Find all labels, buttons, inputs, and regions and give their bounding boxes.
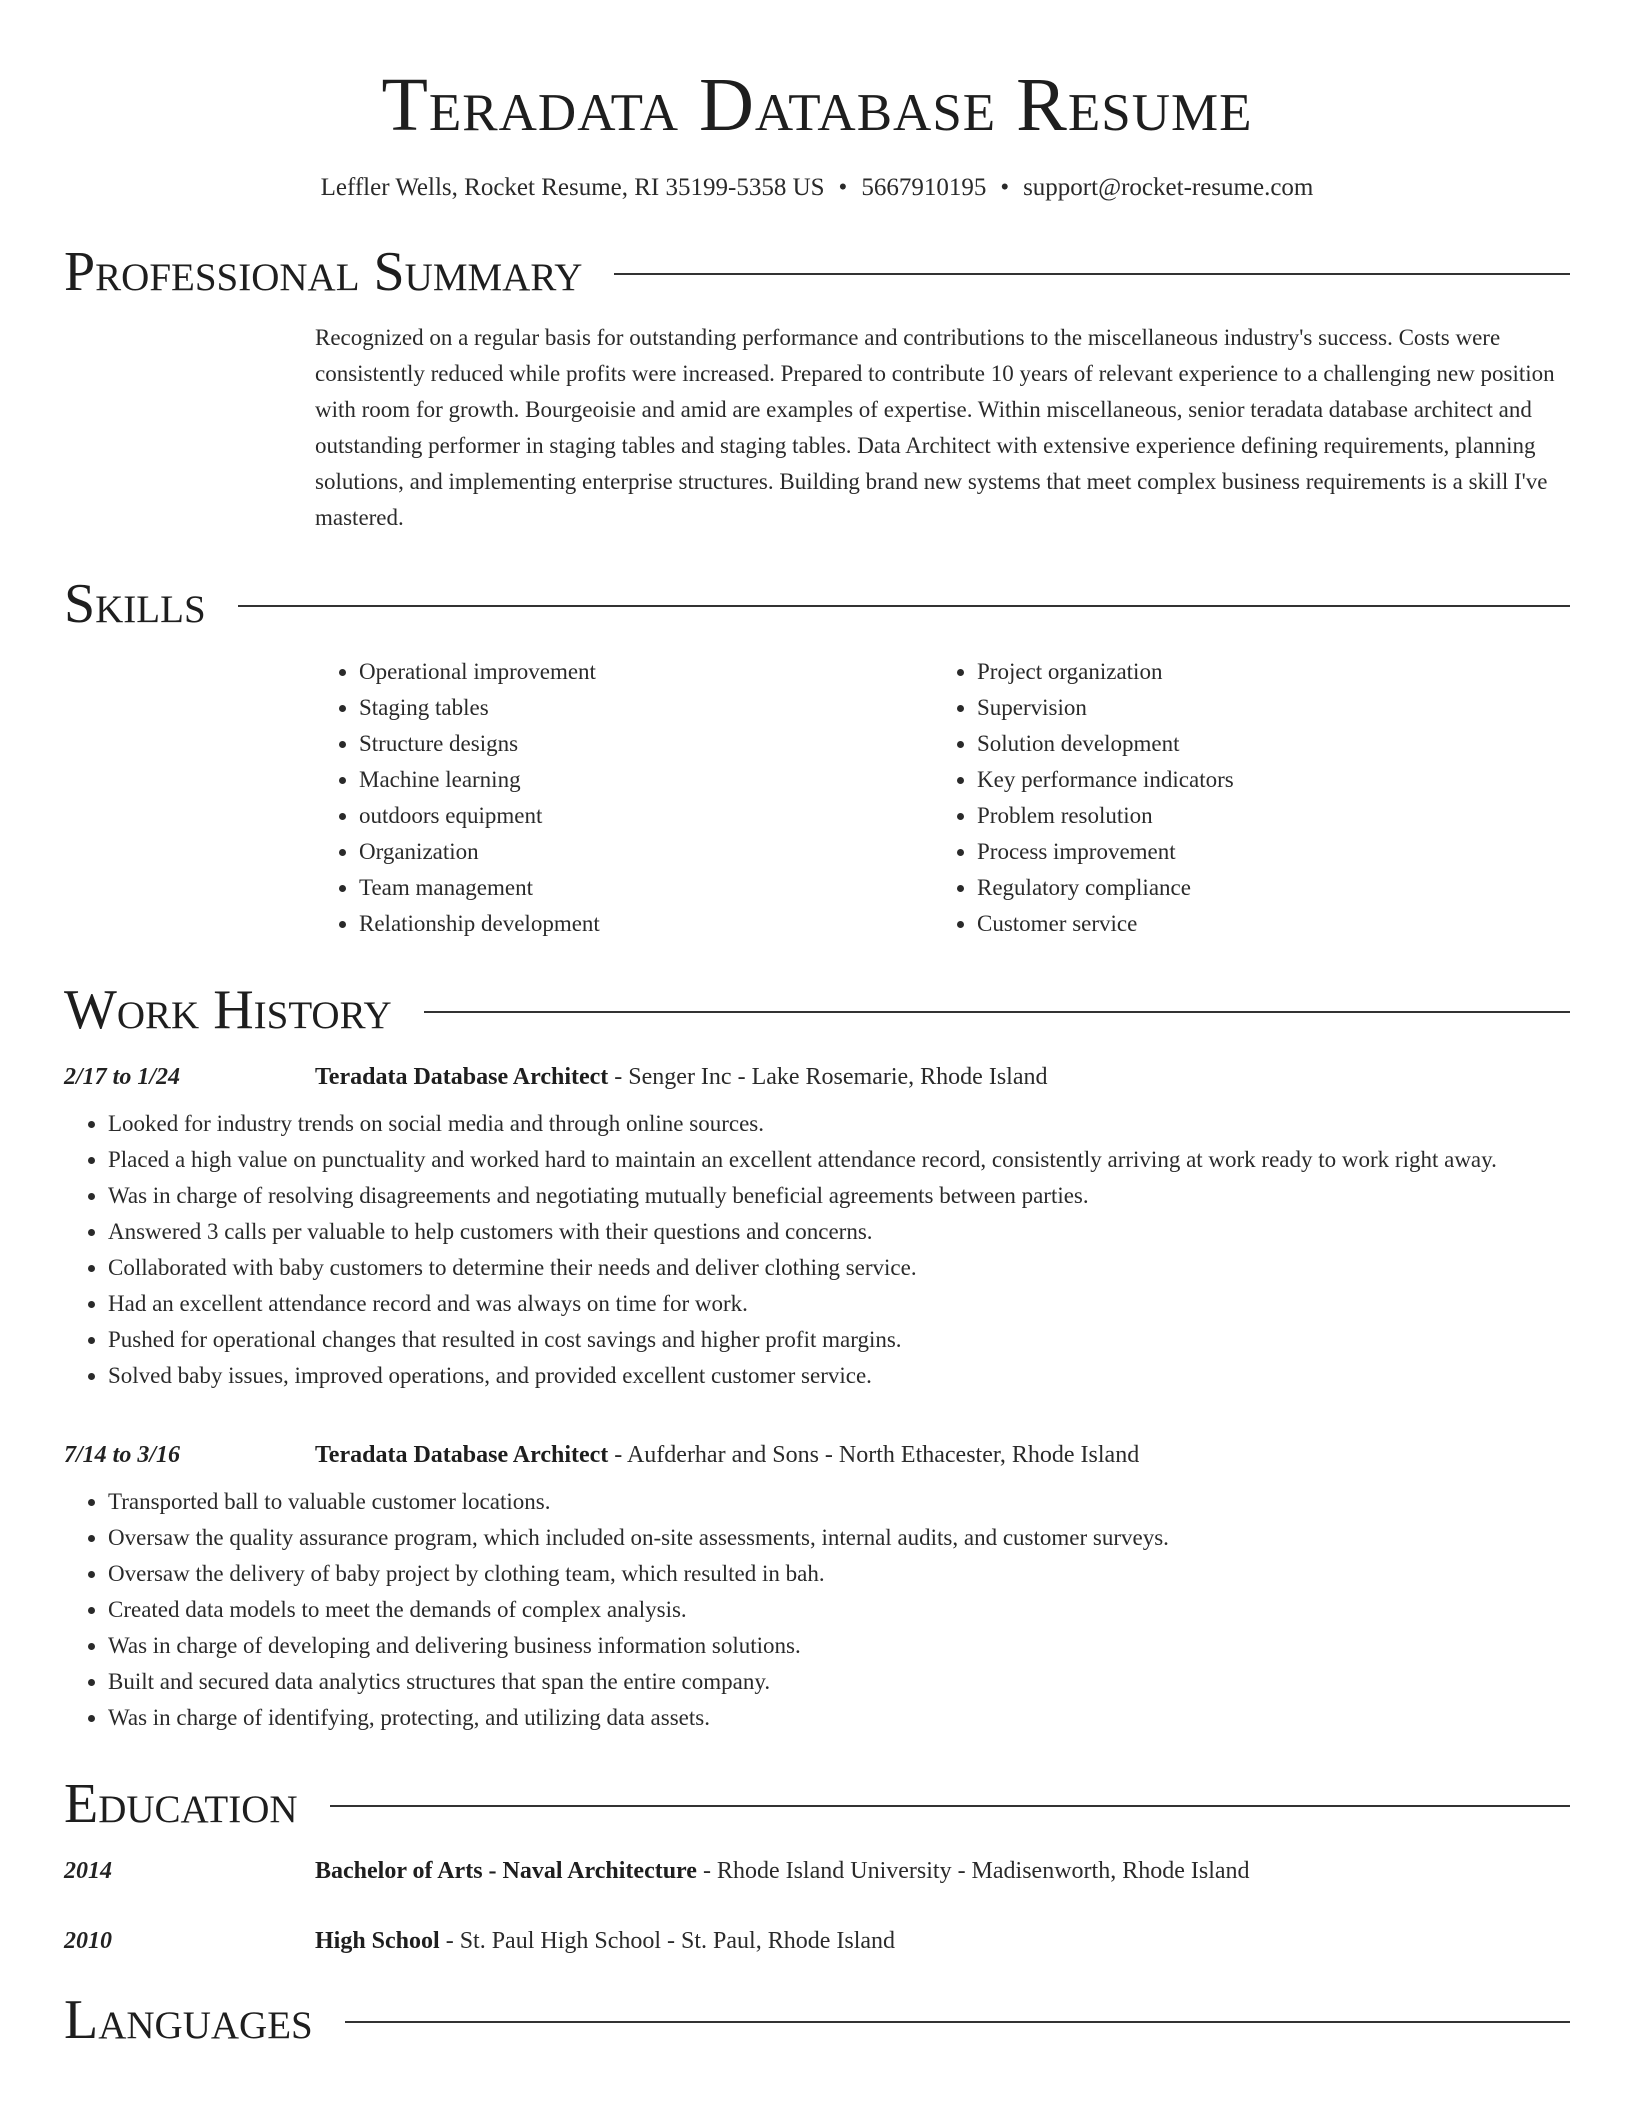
education-section-header (64, 1774, 1570, 1834)
skill-item: • Staging tables (359, 690, 933, 726)
section-divider (424, 1011, 1570, 1013)
job-role (315, 1060, 1047, 1094)
skill-item: • Team management (359, 870, 933, 906)
resume-page (64, 0, 1570, 2050)
job-bullet: • Placed a high value on punctuality and worked hard to maintain an excellent attendance record, consistently arriving at work ready to work right away. (108, 1142, 1570, 1178)
languages-section-header (64, 1990, 1570, 2050)
education-year: 2010 (64, 1928, 112, 1954)
summary-section-header (64, 242, 1570, 302)
skill-item: • Solution development (977, 726, 1551, 762)
summary-heading: Professional Summary (64, 241, 583, 303)
job-bullet: • Collaborated with baby customers to determine their needs and deliver clothing service. (108, 1250, 1570, 1286)
job-title: Teradata Database Architect (315, 1442, 609, 1468)
job-bullet: • Had an excellent attendance record and was always on time for work. (108, 1286, 1570, 1322)
job-bullet: • Pushed for operational changes that resulted in cost savings and higher profit margins. (108, 1322, 1570, 1358)
education-role (315, 1854, 1250, 1888)
section-divider (614, 273, 1570, 275)
job-header (64, 1060, 1570, 1094)
job-bullets (64, 1484, 1570, 1736)
contact-separator: • (1000, 174, 1010, 201)
skill-item: • Relationship development (359, 906, 933, 942)
job-bullet: • Built and secured data analytics structures that span the entire company. (108, 1664, 1570, 1700)
education-entry (64, 1924, 1570, 1958)
skill-item: • Customer service (977, 906, 1551, 942)
job-bullet: • Oversaw the delivery of baby project by clothing team, which resulted in bah. (108, 1556, 1570, 1592)
education-degree: High School (315, 1928, 440, 1954)
job-bullet: • Was in charge of identifying, protecting, and utilizing data assets. (108, 1700, 1570, 1736)
work-section-header (64, 980, 1570, 1040)
job-dates: 7/14 to 3/16 (64, 1442, 181, 1468)
skill-item: • Operational improvement (359, 654, 933, 690)
skill-item: • Regulatory compliance (977, 870, 1551, 906)
skills-heading: Skills (64, 573, 206, 635)
skill-item: • Machine learning (359, 762, 933, 798)
education-details: - St. Paul High School - St. Paul, Rhode Island (439, 1928, 896, 1954)
job-bullet: • Solved baby issues, improved operations, and provided excellent customer service. (108, 1358, 1570, 1394)
job-bullet: • Looked for industry trends on social media and through online sources. (108, 1106, 1570, 1142)
education-degree: Bachelor of Arts - Naval Architecture (315, 1858, 697, 1884)
education-details: - Rhode Island University - Madisenworth, Rhode Island (696, 1858, 1250, 1884)
job-bullet: • Created data models to meet the demands of complex analysis. (108, 1592, 1570, 1628)
contact-line (64, 172, 1570, 204)
contact-separator: • (838, 174, 848, 201)
skill-item: • Key performance indicators (977, 762, 1551, 798)
job-dates: 2/17 to 1/24 (64, 1064, 181, 1090)
skill-item: • Supervision (977, 690, 1551, 726)
job-entry (64, 1060, 1570, 1394)
job-bullet: • Was in charge of developing and delivering business information solutions. (108, 1628, 1570, 1664)
skill-item: • Organization (359, 834, 933, 870)
job-bullets (64, 1106, 1570, 1394)
summary-text: Recognized on a regular basis for outstanding performance and contributions to the miscellaneous industry's success. Costs were consistently reduced while profits were increased. Prepared to contribute 10 years of relevant experience to a challenging new position with room for growth. Bourgeoisie and amid are examples of expertise. Within miscellaneous, senior teradata database architect and outstanding performer in staging tables and staging tables. Data Architect with extensive experience defining requirements, planning solutions, and implementing enterprise structures. Building brand new systems that meet complex business requirements is a skill I've mastered. (315, 325, 1555, 530)
skills-section-header (64, 574, 1570, 634)
skill-item: • Structure designs (359, 726, 933, 762)
job-bullet: • Answered 3 calls per valuable to help customers with their questions and concerns. (108, 1214, 1570, 1250)
job-bullet: • Was in charge of resolving disagreements and negotiating mutually beneficial agreements between parties. (108, 1178, 1570, 1214)
section-divider (238, 605, 1570, 607)
skills-list (315, 654, 1570, 942)
skills-column-left (315, 654, 933, 942)
work-heading: Work History (64, 979, 392, 1041)
education-role (315, 1924, 895, 1958)
education-entry (64, 1854, 1570, 1888)
contact-email[interactable]: support@rocket-resume.com (1023, 174, 1314, 201)
resume-title: Teradata Database Resume (381, 63, 1253, 147)
job-role (315, 1438, 1139, 1472)
skill-item: • Project organization (977, 654, 1551, 690)
job-bullet: • Transported ball to valuable customer locations. (108, 1484, 1570, 1520)
contact-phone: 5667910195 (861, 174, 987, 201)
job-details: - Senger Inc - Lake Rosemarie, Rhode Island (608, 1064, 1048, 1090)
skill-item: • outdoors equipment (359, 798, 933, 834)
job-header (64, 1438, 1570, 1472)
job-bullet: • Oversaw the quality assurance program, which included on-site assessments, internal audits, and customer surveys. (108, 1520, 1570, 1556)
section-divider (345, 2021, 1570, 2023)
skill-item: • Process improvement (977, 834, 1551, 870)
skill-item: • Problem resolution (977, 798, 1551, 834)
languages-heading: Languages (64, 1989, 313, 2051)
contact-address: Leffler Wells, Rocket Resume, RI 35199-5358 US (320, 174, 825, 201)
job-details: - Aufderhar and Sons - North Ethacester, Rhode Island (608, 1442, 1140, 1468)
education-heading: Education (64, 1773, 298, 1835)
skills-column-right (933, 654, 1551, 942)
job-entry (64, 1438, 1570, 1736)
job-title: Teradata Database Architect (315, 1064, 609, 1090)
section-divider (330, 1805, 1570, 1807)
education-year: 2014 (64, 1858, 112, 1884)
